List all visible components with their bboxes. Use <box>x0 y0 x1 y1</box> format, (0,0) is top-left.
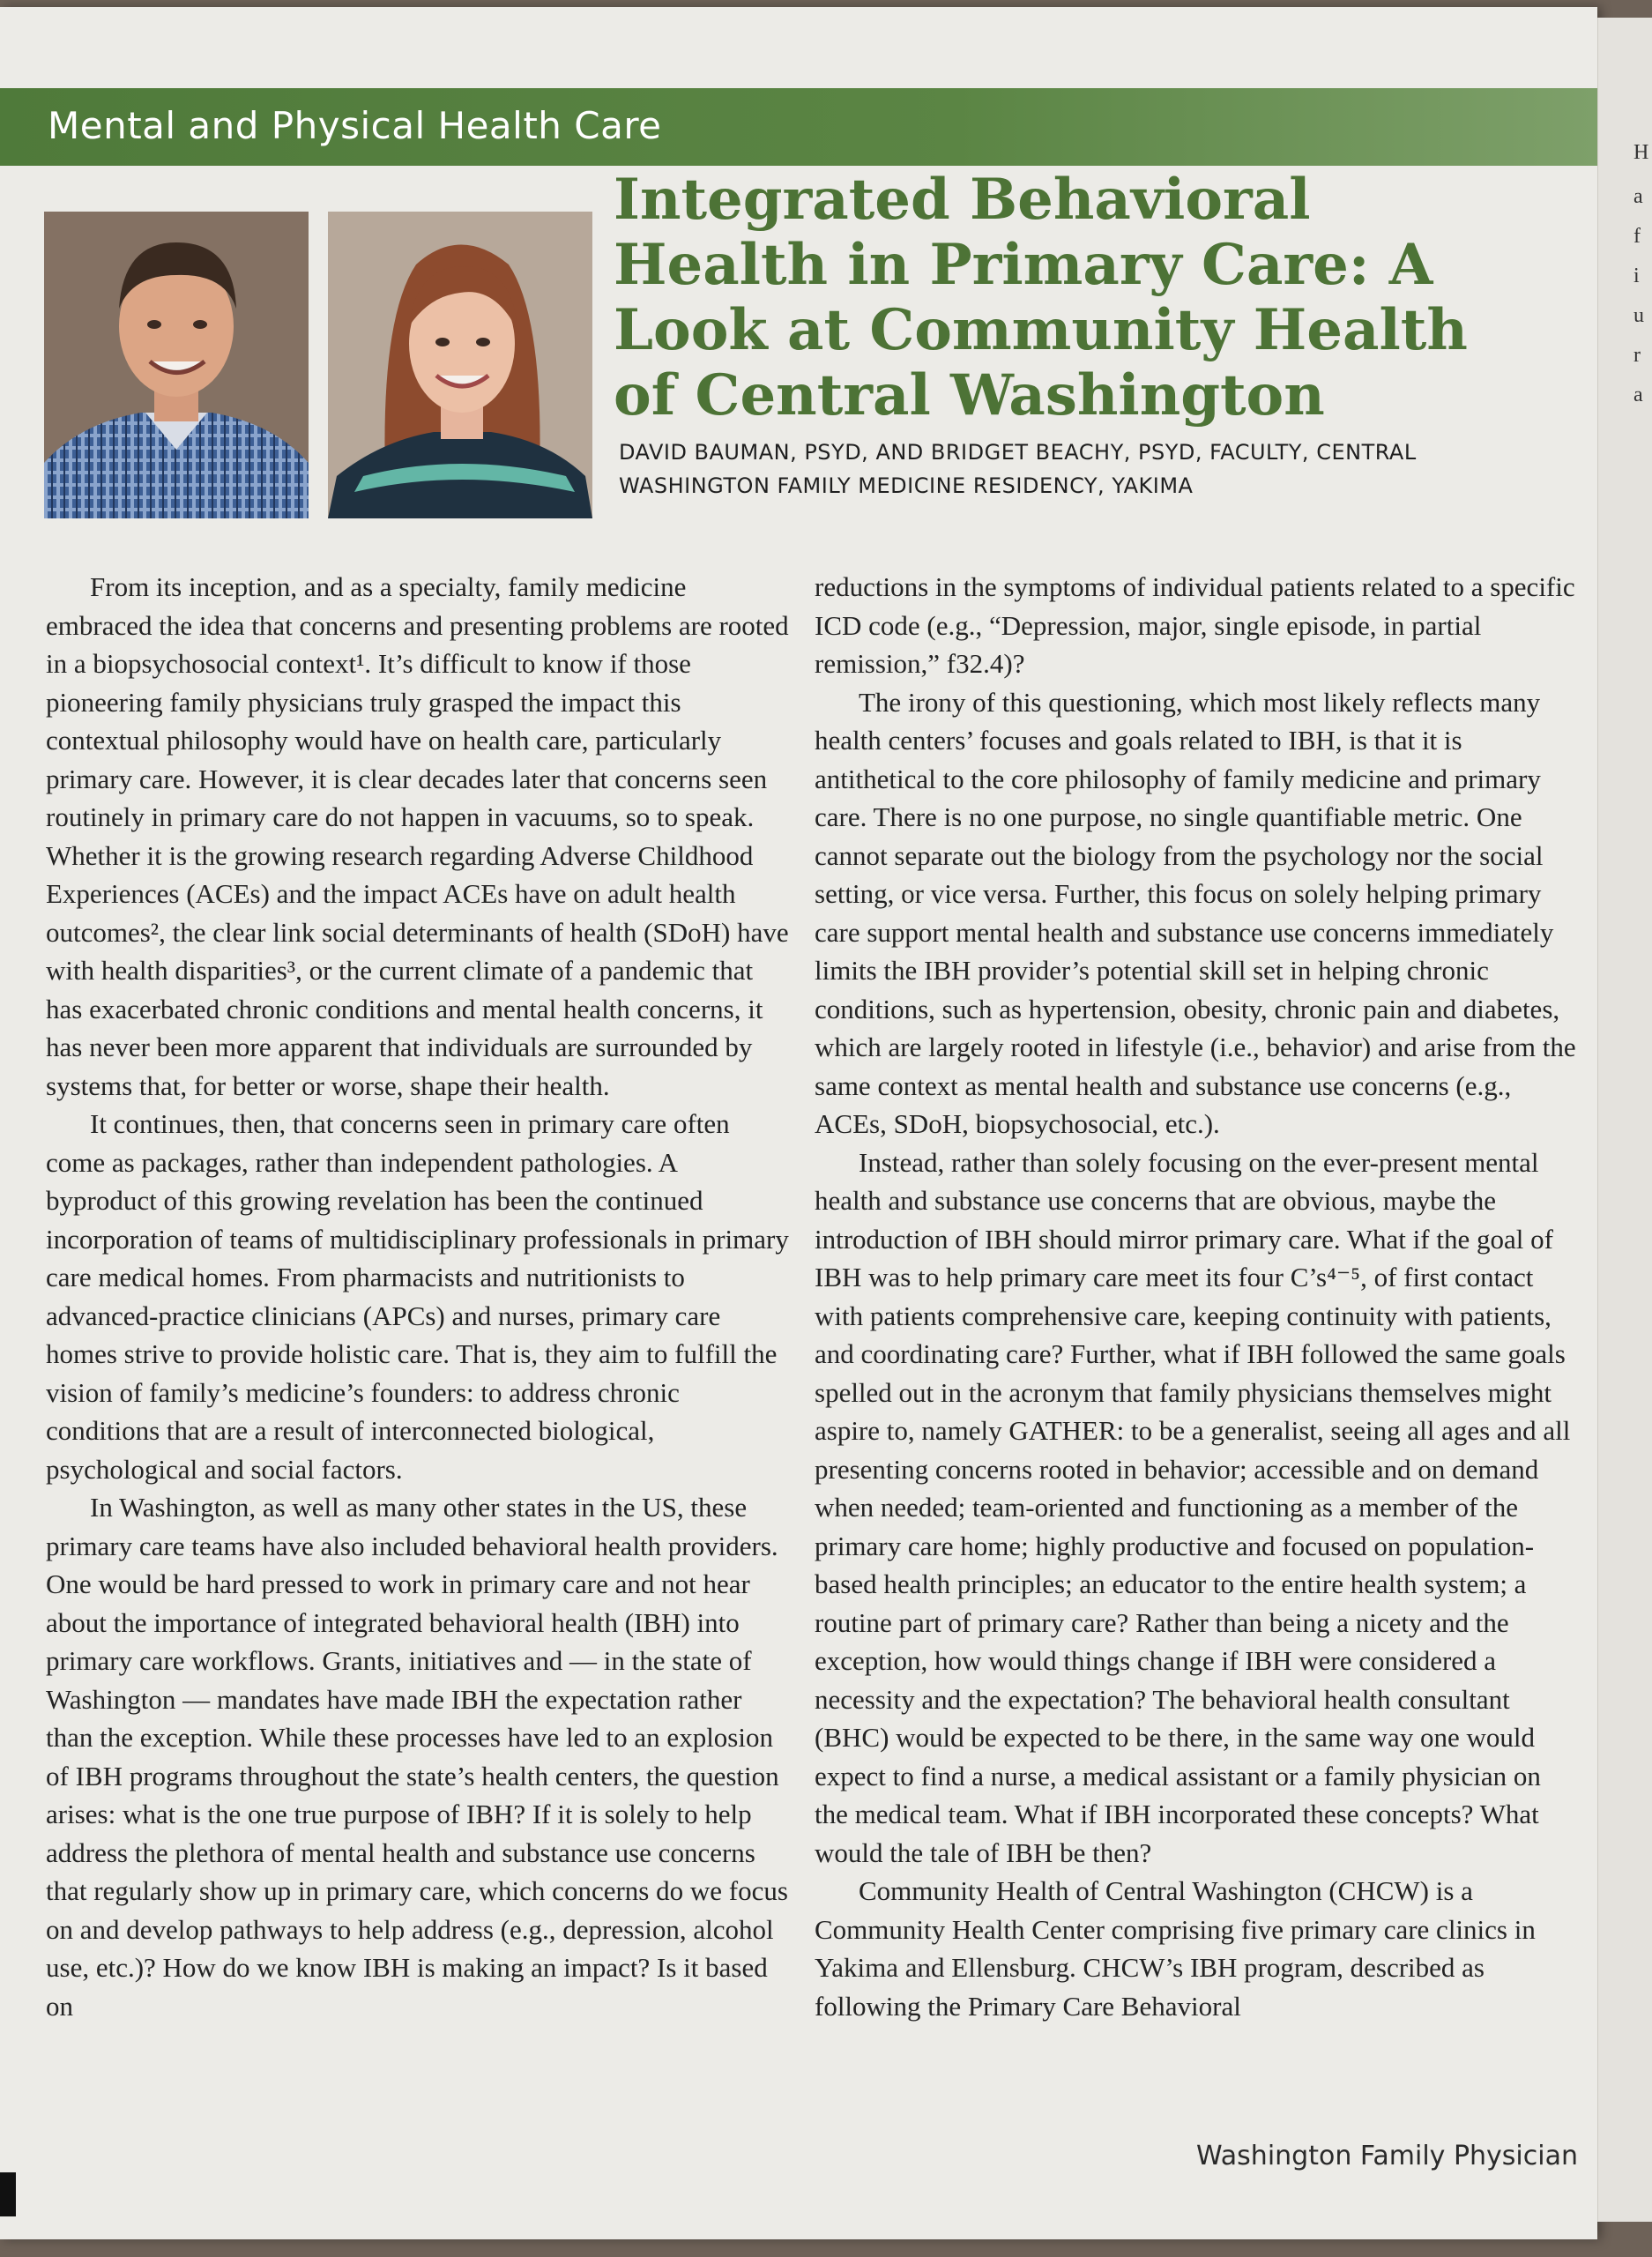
next-page-letter: i <box>1633 264 1640 287</box>
right-paragraph-continued: reductions in the symptoms of individual patients related to a specific ICD code (e.g., “Depression, major, single episode, in partial remission,” f32.4)? <box>815 571 1575 679</box>
right-paragraph: The irony of this questioning, which most likely reflects many health centers’ focuses and goals related to IBH, is that it is antithetical to the core philosophy of family medicine and primary care. There is no one purpose, no single quantifiable metric. One cannot separate out the biology from the psychology nor the social setting, or vice versa. Further, this focus on solely helping primary care support mental health and substance use concerns immediately limits the IBH provider’s potential skill set in helping chronic conditions, such as hypertension, obesity, chronic pain and diabetes, which are largely rooted in lifestyle (i.e., behavior) and arise from the same context as mental health and substance use concerns (e.g., ACEs, SDoH, biopsychosocial, etc.). <box>815 686 1576 1139</box>
publication-name: Washington Family Physician <box>1196 2141 1578 2171</box>
article-right-column <box>815 568 1578 2119</box>
left-paragraph: In Washington, as well as many other states in the US, these primary care teams have also included behavioral health providers. One would be hard pressed to work in primary care and not hear about the importance of integrated behavioral health (IBH) into primary care workflows. Grants, initiatives and — in the state of Washington — mandates have made IBH the expectation rather than the exception. While these processes have led to an explosion of IBH programs throughout the state’s health centers, the question arises: what is the one true purpose of IBH? If it is solely to help address the plethora of mental health and substance use concerns that regularly show up in primary care, which concerns do we focus on and develop pathways to help address (e.g., depression, alcohol use, etc.)? How do we know IBH is making an impact? Is it based on <box>46 1492 788 2022</box>
next-page-letter: u <box>1633 304 1644 327</box>
next-page-letter: r <box>1633 344 1641 367</box>
right-paragraph: Instead, rather than solely focusing on the ever-present mental health and substance use concerns that are obvious, maybe the introduction of IBH should mirror primary care. What if the goal of IBH was to help primary care meet its four C’s⁴⁻⁵, of first contact with patients comprehensive care, keeping continuity with patients, and coordinating care? Further, what if IBH followed the same goals spelled out in the acronym that family physicians themselves might aspire to, namely GATHER: to be a generalist, seeing all ages and all presenting concerns rooted in behavior; accessible and on demand when needed; team-oriented and functioning as a member of the primary care home; highly productive and focused on population-based health principles; an educator to the entire health system; a routine part of primary care? Rather than being a nicety and the exception, how would things change if IBH were considered a necessity and the expectation? The behavioral health consultant (BHC) would be expected to be there, in the same way one would expect to find a nurse, a medical assistant or a family physician on the medical team. What if IBH incorporated these concepts? What would the tale of IBH be then? <box>815 1146 1571 1868</box>
page-number-mark <box>0 2172 16 2216</box>
next-page-edge <box>1597 18 1652 2222</box>
section-title: Mental and Physical Health Care <box>48 104 662 147</box>
author-photo-david-bauman <box>44 212 309 518</box>
magazine-page <box>0 7 1597 2239</box>
next-page-letter: a <box>1633 185 1643 208</box>
left-paragraph: It continues, then, that concerns seen in primary care often come as packages, rather than independent pathologies. A byproduct of this growing revelation has been the continued incorporation of teams of multidisciplinary professionals in primary care medical homes. From pharmacists and nutritionists to advanced-practice clinicians (APCs) and nurses, primary care homes strive to provide holistic care. That is, they aim to fulfill the vision of family’s medicine’s founders: to address chronic conditions that are a result of interconnected biological, psychological and social factors. <box>46 1108 789 1485</box>
next-page-letter: a <box>1633 384 1643 406</box>
left-paragraph: From its inception, and as a specialty, family medicine embraced the idea that concerns and presenting problems are rooted in a biopsychosocial context¹. It’s difficult to know if those pioneering family physicians truly grasped the impact this contextual philosophy would have on health care, particularly primary care. However, it is clear decades later that concerns seen routinely in primary care do not happen in vacuums, so to speak. Whether it is the growing research regarding Adverse Childhood Experiences (ACEs) and the impact ACEs have on adult health outcomes², the clear link social determinants of health (SDoH) have with health disparities³, or the current climate of a pandemic that has exacerbated chronic conditions and mental health concerns, it has never been more apparent that individuals are surrounded by systems that, for better or worse, shape their health. <box>46 571 789 1101</box>
right-paragraph: Community Health of Central Washington (CHCW) is a Community Health Center comprising five primary care clinics in Yakima and Ellensburg. CHCW’s IBH program, described as following the Primary Care Behavioral <box>815 1875 1536 2022</box>
next-page-letter: H <box>1633 141 1649 164</box>
author-photo-bridget-beachy <box>328 212 592 518</box>
next-page-letter: f <box>1633 225 1641 248</box>
article-title: Integrated Behavioral Health in Primary Care: A Look at Community Health of Central Washington <box>614 167 1468 428</box>
article-left-column <box>46 568 793 2119</box>
article-byline: DAVID BAUMAN, PSYD, AND BRIDGET BEACHY, PSYD, FACULTY, CENTRAL WASHINGTON FAMILY MEDICINE RESIDENCY, YAKIMA <box>619 440 1417 498</box>
section-banner <box>0 88 1597 166</box>
